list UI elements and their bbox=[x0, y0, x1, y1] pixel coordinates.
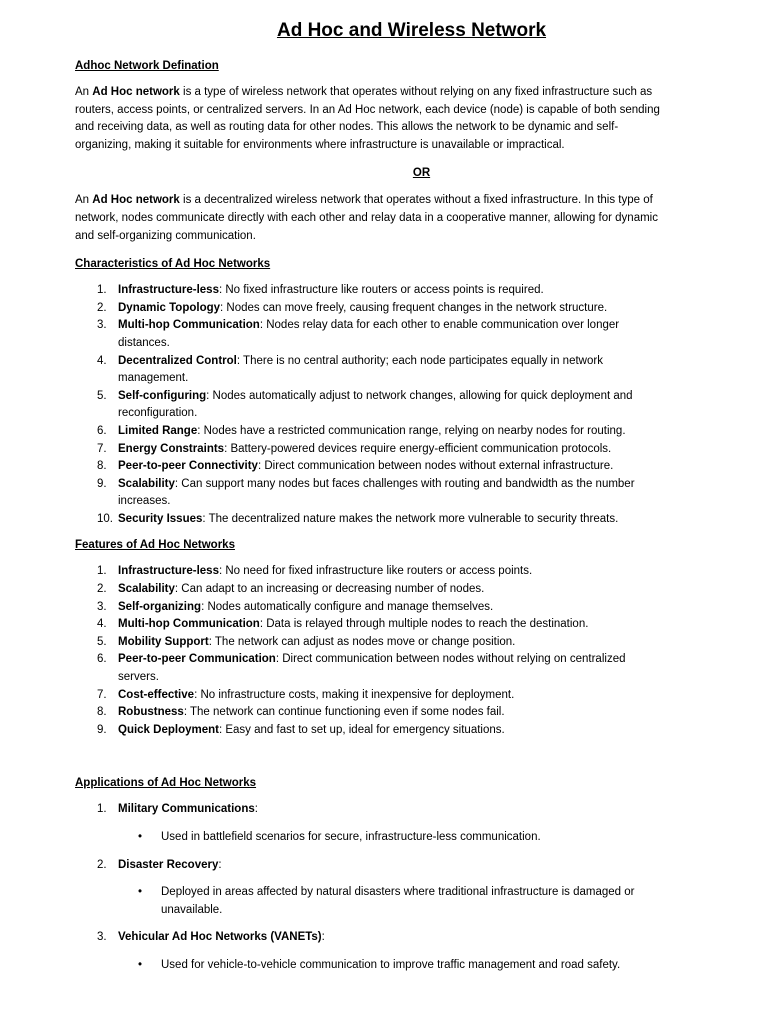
item-term: Multi-hop Communication bbox=[118, 618, 260, 631]
bullet-icon: • bbox=[138, 831, 143, 843]
list-number: 7. bbox=[97, 442, 107, 455]
item-description: : Can support many nodes but faces challenges with routing and bandwidth as the number increases. bbox=[118, 477, 635, 508]
feature-item bbox=[75, 704, 668, 722]
item-description: : Direct communication between nodes without external infrastructure. bbox=[257, 460, 614, 473]
list-number: 1. bbox=[97, 565, 107, 578]
feature-item bbox=[75, 634, 668, 652]
item-term: Military Communications bbox=[118, 803, 255, 816]
characteristics-list bbox=[75, 282, 668, 528]
item-term: Limited Range bbox=[118, 424, 198, 437]
feature-item bbox=[75, 581, 668, 599]
feature-item bbox=[75, 599, 668, 617]
list-number: 6. bbox=[97, 653, 107, 666]
item-term: Cost-effective bbox=[118, 688, 195, 701]
list-number: 9. bbox=[97, 477, 107, 490]
characteristic-item bbox=[75, 511, 668, 529]
bullet-icon: • bbox=[138, 958, 143, 971]
list-number: 2. bbox=[97, 301, 107, 314]
item-description: : Direct communication between nodes without relying on centralized servers. bbox=[118, 653, 626, 684]
list-number: 8. bbox=[97, 706, 107, 719]
list-number: 4. bbox=[97, 618, 107, 631]
list-number: 2. bbox=[97, 858, 107, 871]
item-term: Self-organizing bbox=[118, 600, 202, 613]
application-bullet bbox=[75, 957, 668, 975]
list-number: 9. bbox=[97, 723, 107, 736]
bullet-icon: • bbox=[138, 886, 143, 899]
characteristics-heading: Characteristics of Ad Hoc Networks bbox=[75, 258, 271, 271]
characteristic-item bbox=[75, 441, 668, 459]
characteristic-item bbox=[75, 388, 668, 423]
features-heading: Features of Ad Hoc Networks bbox=[75, 539, 235, 552]
application-bullet bbox=[75, 884, 668, 919]
characteristic-item bbox=[75, 423, 668, 441]
item-term: Infrastructure-less bbox=[118, 565, 219, 578]
item-term: Disaster Recovery bbox=[118, 858, 219, 871]
item-description: : Nodes automatically configure and manage themselves. bbox=[201, 600, 494, 613]
item-description: : No infrastructure costs, making it inexpensive for deployment. bbox=[194, 688, 515, 701]
characteristic-item bbox=[75, 353, 668, 388]
item-description: : bbox=[254, 803, 258, 816]
or-separator: OR bbox=[412, 167, 431, 180]
feature-item bbox=[75, 687, 668, 705]
item-term: Security Issues bbox=[118, 512, 203, 525]
definition-heading: Adhoc Network Defination bbox=[75, 60, 219, 72]
application-group bbox=[75, 929, 668, 947]
list-number: 2. bbox=[97, 583, 107, 596]
application-bullet bbox=[75, 829, 668, 847]
item-term: Peer-to-peer Connectivity bbox=[118, 460, 258, 473]
list-number: 6. bbox=[97, 424, 107, 437]
item-description: : There is no central authority; each node participates equally in network management. bbox=[118, 354, 603, 385]
item-description: : Nodes relay data for each other to enable communication over longer distances. bbox=[118, 319, 620, 349]
list-number: 7. bbox=[97, 688, 107, 701]
list-number: 5. bbox=[97, 389, 107, 402]
list-number: 4. bbox=[97, 354, 107, 367]
item-term: Mobility Support bbox=[118, 635, 209, 648]
item-term: Energy Constraints bbox=[118, 442, 225, 455]
item-term: Multi-hop Communication bbox=[118, 319, 260, 332]
bullet-text: Used for vehicle-to-vehicle communication to improve traffic management and road safety. bbox=[161, 958, 621, 971]
item-description: : bbox=[218, 858, 222, 871]
item-term: Quick Deployment bbox=[118, 723, 219, 736]
item-term: Self-configuring bbox=[118, 389, 207, 402]
item-description: : The network can continue functioning even if some nodes fail. bbox=[183, 706, 505, 719]
item-term: Infrastructure-less bbox=[118, 284, 219, 297]
item-description: : The decentralized nature makes the network more vulnerable to security threats. bbox=[202, 512, 619, 525]
characteristic-item bbox=[75, 317, 668, 352]
definition-paragraph-2: An Ad Hoc network is a decentralized wireless network that operates without a fixed infrastructure. In this type of network, nodes communicate directly with each other and relay data in a cooperative manner, allowing for dynamic and self-organizing communication. bbox=[75, 194, 658, 242]
item-description: : No need for fixed infrastructure like routers or access points. bbox=[218, 565, 533, 578]
applications-list bbox=[75, 801, 668, 984]
feature-item bbox=[75, 563, 668, 581]
item-term: Scalability bbox=[118, 583, 175, 596]
list-number: 3. bbox=[97, 319, 107, 332]
item-term: Robustness bbox=[118, 706, 184, 719]
item-description: : bbox=[321, 931, 325, 944]
item-description: : Easy and fast to set up, ideal for emergency situations. bbox=[218, 723, 505, 736]
application-group bbox=[75, 857, 668, 875]
application-item bbox=[75, 801, 668, 819]
item-description: : Data is relayed through multiple nodes to reach the destination. bbox=[259, 618, 589, 631]
item-description: : The network can adjust as nodes move or change position. bbox=[208, 635, 516, 648]
features-list bbox=[75, 563, 668, 739]
characteristic-item bbox=[75, 476, 668, 511]
item-description: : Nodes have a restricted communication range, relying on nearby nodes for routing. bbox=[197, 424, 626, 437]
list-number: 1. bbox=[97, 284, 107, 297]
item-term: Scalability bbox=[118, 477, 175, 490]
item-term: Vehicular Ad Hoc Networks (VANETs) bbox=[118, 931, 322, 944]
applications-heading: Applications of Ad Hoc Networks bbox=[75, 777, 257, 790]
feature-item bbox=[75, 651, 668, 686]
list-number: 3. bbox=[97, 600, 107, 613]
document-title: Ad Hoc and Wireless Network bbox=[276, 20, 547, 41]
application-item bbox=[75, 857, 668, 875]
list-number: 8. bbox=[97, 460, 107, 473]
bullet-text: Used in battlefield scenarios for secure, infrastructure-less communication. bbox=[161, 831, 541, 843]
characteristic-item bbox=[75, 458, 668, 476]
list-number: 5. bbox=[97, 635, 107, 648]
characteristic-item bbox=[75, 282, 668, 300]
feature-item bbox=[75, 616, 668, 634]
application-group bbox=[75, 801, 668, 819]
characteristic-item bbox=[75, 300, 668, 318]
item-description: : Battery-powered devices require energy-efficient communication protocols. bbox=[224, 442, 612, 455]
list-number: 3. bbox=[97, 931, 107, 944]
item-description: : Can adapt to an increasing or decreasing number of nodes. bbox=[174, 583, 485, 596]
feature-item bbox=[75, 722, 668, 740]
item-description: : No fixed infrastructure like routers or access points is required. bbox=[218, 284, 544, 297]
item-term: Dynamic Topology bbox=[118, 301, 221, 314]
list-number: 1. bbox=[97, 803, 107, 816]
item-description: : Nodes automatically adjust to network changes, allowing for quick deployment and reconfiguration. bbox=[118, 389, 633, 420]
list-number: 10. bbox=[97, 512, 113, 525]
item-description: : Nodes can move freely, causing frequent changes in the network structure. bbox=[220, 301, 608, 314]
definition-paragraph-1: An Ad Hoc network is a type of wireless network that operates without relying on any fixed infrastructure such as routers, access points, or centralized servers. In an Ad Hoc network, each device (node) is capable of both sending and receiving data, as well as routing data for other nodes. This allows the network to be dynamic and self-organizing, making it suitable for environments where infrastructure is unavailable or impractical. bbox=[75, 86, 660, 151]
bullet-text: Deployed in areas affected by natural disasters where traditional infrastructure is damaged or unavailable. bbox=[161, 886, 635, 916]
item-term: Decentralized Control bbox=[118, 354, 237, 367]
application-item bbox=[75, 929, 668, 947]
item-term: Peer-to-peer Communication bbox=[118, 653, 276, 666]
